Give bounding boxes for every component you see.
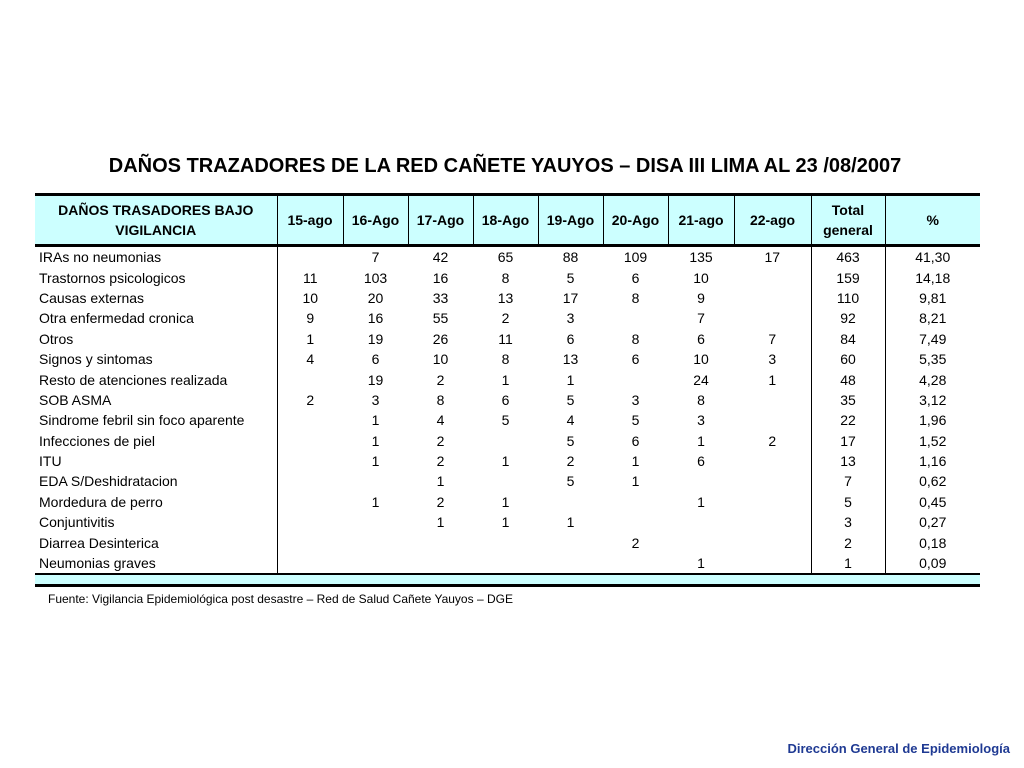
table-row [35,553,980,573]
table-cell: 3 [697,412,705,429]
table-body [35,246,980,574]
table-cell: 8 [631,289,640,306]
table-cell: 5 [631,412,640,429]
table-cell: 6 [697,330,705,347]
table-cell: 8 [501,351,510,368]
table-cell [277,369,343,389]
table-cell: 41,30 [885,246,980,268]
table-cell: 5,35 [885,349,980,369]
table-cell [734,471,811,491]
table-row [35,308,980,328]
column-header: 16-Ago [343,195,408,246]
table-cell [473,532,538,552]
footer-credit: Dirección General de Epidemiología [787,741,1010,756]
table-cell: 1 [631,473,640,490]
table-cell: 88 [538,246,603,268]
table-cell: 4 [277,349,343,369]
table-cell [603,512,668,532]
row-label-cell: Mordedura de perro [35,492,277,512]
table-cell: 8 [697,391,705,408]
table-cell: 9 [277,308,343,328]
table-cell: 7 [734,329,811,349]
column-header: 22-ago [734,195,811,246]
table-cell [668,471,734,491]
table-cell: 3 [566,310,575,327]
table-cell: 1 [371,412,380,429]
table-cell [277,410,343,430]
table-cell: 55 [432,310,449,327]
table-cell [734,410,811,430]
column-header: 18-Ago [473,195,538,246]
table-cell [277,532,343,552]
table-row [35,369,980,389]
table-cell: 35 [811,390,885,410]
table-cell [473,471,538,491]
table-cell: 2 [436,453,445,470]
table-cell [603,492,668,512]
row-label-cell: Otros [35,329,277,349]
table-cell [538,553,603,573]
table-row [35,532,980,552]
table-cell: 463 [811,246,885,268]
table-row [35,410,980,430]
table-cell: 1 [631,453,640,470]
table-cell: 6 [566,330,575,347]
table-cell: 1,96 [885,410,980,430]
table-row [35,349,980,369]
table-cell: 4 [436,412,445,429]
table-cell [277,553,343,573]
table-cell: 13 [497,289,514,306]
table-cell [277,451,343,471]
table-cell: 17 [811,431,885,451]
table-cell: 26 [432,330,449,347]
table-cell: 10 [277,288,343,308]
table-cell: 1 [371,453,380,470]
row-label-cell: Neumonias graves [35,553,277,573]
table-cell: 2 [436,432,445,449]
table-cell: 1 [277,329,343,349]
table-cell: 159 [811,267,885,287]
table-cell: 8,21 [885,308,980,328]
table-cell [343,532,408,552]
table-cell: 135 [668,246,734,268]
table-cell [734,451,811,471]
table-row [35,431,980,451]
table-cell: 1 [501,514,510,531]
table-cell: 19 [367,330,384,347]
table-cell: 2 [436,371,445,388]
table-cell: 7,49 [885,329,980,349]
table-cell [734,492,811,512]
table-cell: 1 [501,371,510,388]
table-cell: 33 [432,289,449,306]
table-cell: 48 [811,369,885,389]
column-header: 19-Ago [538,195,603,246]
table-cell: 7 [811,471,885,491]
table-cell: 92 [811,308,885,328]
table-cell: 8 [631,330,640,347]
table-cell: 17 [562,289,579,306]
source-note: Fuente: Vigilancia Epidemiológica post desastre – Red de Salud Cañete Yauyos – DGE [48,592,513,606]
table-row [35,288,980,308]
table-cell [277,471,343,491]
table-cell [473,431,538,451]
table-cell: 6 [501,391,510,408]
table-cell: 6 [631,351,640,368]
table-cell: 1,52 [885,431,980,451]
table-cell: 1,16 [885,451,980,471]
table-cell: 1 [371,432,380,449]
table-cell: 20 [367,289,384,306]
table-cell: 14,18 [885,267,980,287]
table-cell: 1 [697,493,705,510]
table-cell: 1 [436,473,445,490]
table-row [35,267,980,287]
row-label-cell: IRAs no neumonias [35,246,277,268]
table-cell: 5 [566,391,575,408]
table-cell [734,288,811,308]
table-cell: 5 [566,269,575,286]
table-cell: 10 [693,351,709,368]
table-cell: 84 [811,329,885,349]
row-label-cell: Resto de atenciones realizada [35,369,277,389]
row-label-cell: Causas externas [35,288,277,308]
table-cell: 1 [697,555,705,572]
data-table-container [35,193,980,587]
table-cell: 6 [371,351,380,368]
table-cell: 2 [566,453,575,470]
table-cell: 3,12 [885,390,980,410]
row-label-cell: Conjuntivitis [35,512,277,532]
table-cell [734,512,811,532]
table-bottom-band [35,573,980,587]
row-label-cell: ITU [35,451,277,471]
table-row [35,246,980,268]
table-cell: 1 [501,453,510,470]
table-cell: 8 [501,269,510,286]
table-cell: 9 [697,289,705,306]
table-cell: 2 [277,390,343,410]
table-cell [668,512,734,532]
table-cell: 0,62 [885,471,980,491]
table-cell: 0,27 [885,512,980,532]
table-cell: 1 [811,553,885,573]
column-header: 21-ago [668,195,734,246]
table-cell: 103 [363,269,388,286]
table-cell: 110 [811,288,885,308]
table-cell: 24 [693,371,709,388]
table-cell: 4 [566,412,575,429]
table-cell [538,532,603,552]
table-cell: 3 [631,391,640,408]
table-cell: 2 [436,493,445,510]
table-cell: 16 [367,310,384,327]
column-header: % [885,195,980,246]
table-cell [343,553,408,573]
table-cell [538,492,603,512]
table-cell [343,471,408,491]
column-header: 20-Ago [603,195,668,246]
table-cell: 65 [473,246,538,268]
table-cell: 2 [631,534,640,551]
table-cell: 11 [277,267,343,287]
table-row [35,492,980,512]
table-cell: 17 [734,246,811,268]
table-cell [408,532,473,552]
table-cell: 13 [562,351,579,368]
table-cell: 2 [734,431,811,451]
row-label-cell: Sindrome febril sin foco aparente [35,410,277,430]
table-cell: 5 [501,412,510,429]
table-cell [277,492,343,512]
table-cell: 13 [811,451,885,471]
row-label-cell: SOB ASMA [35,390,277,410]
table-cell: 1 [697,432,705,449]
table-cell: 3 [734,349,811,369]
table-cell [277,246,343,268]
table-cell: 10 [693,269,709,286]
table-cell: 5 [566,432,575,449]
row-label-cell: Signos y sintomas [35,349,277,369]
column-header: DAÑOS TRASADORES BAJO VIGILANCIA [35,195,277,246]
table-cell: 5 [566,473,575,490]
table-cell: 6 [631,269,640,286]
table-cell [734,267,811,287]
table-cell: 4,28 [885,369,980,389]
table-cell [603,369,668,389]
table-cell: 1 [566,514,575,531]
table-row [35,390,980,410]
table-cell: 0,45 [885,492,980,512]
table-cell: 5 [811,492,885,512]
table-cell: 3 [811,512,885,532]
table-cell: 2 [811,532,885,552]
table-cell: 42 [408,246,473,268]
table-header-row [35,195,980,246]
row-label-cell: EDA S/Deshidratacion [35,471,277,491]
data-table [35,193,980,573]
table-cell [473,553,538,573]
column-header: 17-Ago [408,195,473,246]
table-cell [734,390,811,410]
table-cell: 1 [501,493,510,510]
table-cell [343,512,408,532]
table-cell: 16 [432,269,449,286]
table-cell: 10 [432,351,449,368]
table-cell [603,308,668,328]
table-cell [603,553,668,573]
table-cell: 1 [436,514,445,531]
table-cell [408,553,473,573]
table-row [35,471,980,491]
table-cell [277,512,343,532]
table-cell [668,532,734,552]
table-cell [277,431,343,451]
table-cell [734,553,811,573]
table-cell [734,308,811,328]
row-label-cell: Trastornos psicologicos [35,267,277,287]
table-cell: 1 [371,493,380,510]
table-cell: 11 [498,330,513,347]
table-cell: 1 [734,369,811,389]
table-cell: 3 [371,391,380,408]
row-label-cell: Otra enfermedad cronica [35,308,277,328]
table-cell: 0,09 [885,553,980,573]
table-cell: 6 [697,453,705,470]
table-cell: 9,81 [885,288,980,308]
page-title: DAÑOS TRAZADORES DE LA RED CAÑETE YAUYOS – DISA III LIMA AL 23 /08/2007 [108,155,902,177]
column-header: Total general [811,195,885,246]
column-header: 15-ago [277,195,343,246]
table-row [35,512,980,532]
table-cell [734,532,811,552]
table-cell: 60 [811,349,885,369]
table-cell: 19 [367,371,384,388]
table-cell: 109 [603,246,668,268]
table-cell: 7 [697,310,705,327]
table-row [35,451,980,471]
row-label-cell: Diarrea Desinterica [35,532,277,552]
table-cell: 1 [566,371,575,388]
table-cell: 6 [631,432,640,449]
table-cell: 7 [343,246,408,268]
table-cell: 0,18 [885,532,980,552]
table-cell: 22 [811,410,885,430]
table-cell: 8 [436,391,445,408]
row-label-cell: Infecciones de piel [35,431,277,451]
table-row [35,329,980,349]
table-cell: 2 [501,310,510,327]
